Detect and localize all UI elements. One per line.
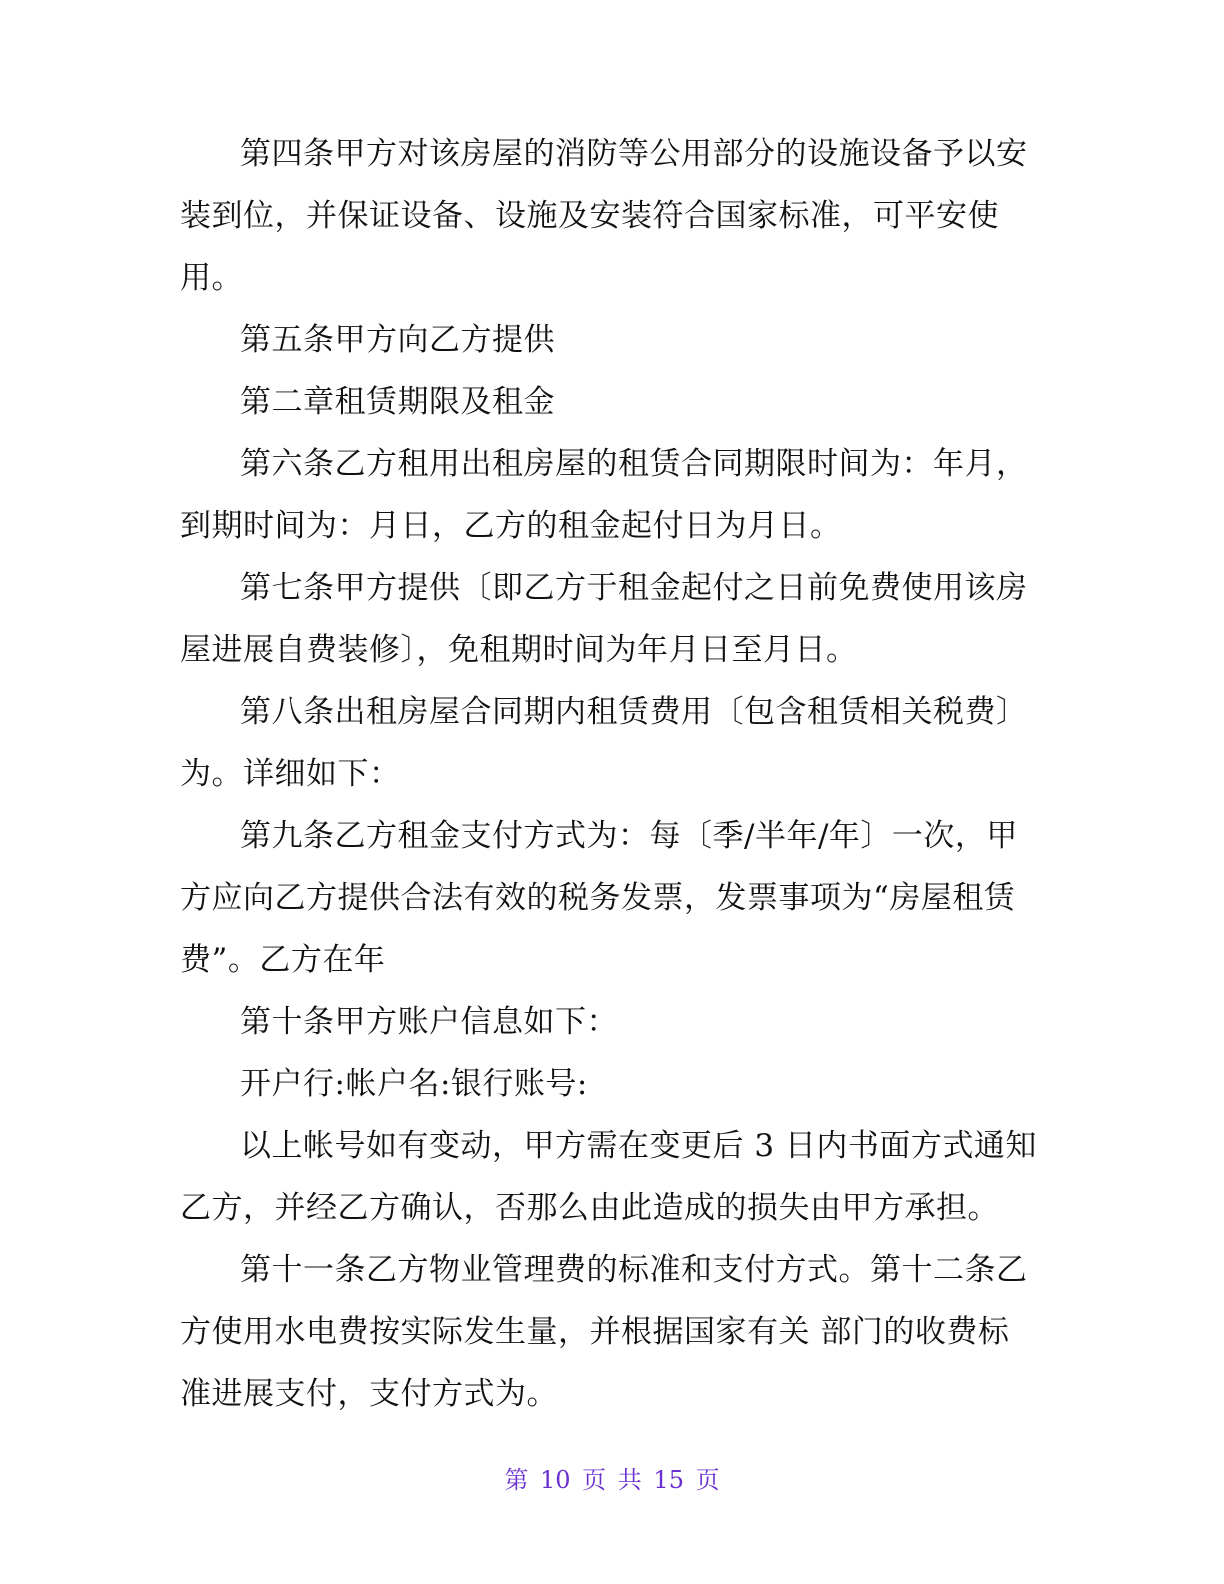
paragraph-article-10: 第十条甲方账户信息如下： <box>240 1004 618 1040</box>
paragraph-account-change: 以上帐号如有变动，甲方需在变更后 3 日内书面方式通知乙方，并经乙方确认，否那么由此造成的损失由甲方承担。 <box>180 1128 1037 1226</box>
paragraph-article-7: 第七条甲方提供〔即乙方于租金起付之日前免费使用该房屋进展自费装修〕，免租期时间为年月日至月日。 <box>180 570 1028 668</box>
paragraph-article-5: 第五条甲方向乙方提供 <box>240 322 555 358</box>
chapter-heading: 第二章租赁期限及租金 <box>240 384 555 420</box>
page-footer <box>0 1460 1224 1500</box>
page-number-indicator: 第 10 页 共 15 页 <box>504 1466 720 1494</box>
paragraph-article-9: 第九条乙方租金支付方式为：每〔季/半年/年〕一次，甲方应向乙方提供合法有效的税务发票，发票事项为“房屋租赁费”。乙方在年 <box>180 818 1018 978</box>
paragraph-account-info: 开户行:帐户名:银行账号: <box>240 1066 588 1102</box>
paragraph-article-4: 第四条甲方对该房屋的消防等公用部分的设施设备予以安装到位，并保证设备、设施及安装符合国家标准，可平安使用。 <box>180 136 1028 296</box>
paragraph-article-8: 第八条出租房屋合同期内租赁费用〔包含租赁相关税费〕为。详细如下： <box>180 694 1028 792</box>
paragraph-article-6: 第六条乙方租用出租房屋的租赁合同期限时间为：年月，到期时间为：月日，乙方的租金起付日为月日。 <box>180 446 1028 544</box>
paragraph-article-11-12: 第十一条乙方物业管理费的标准和支付方式。第十二条乙方使用水电费按实际发生量，并根据国家有关 部门的收费标准进展支付，支付方式为。 <box>180 1252 1028 1412</box>
document-body <box>180 123 1040 1425</box>
